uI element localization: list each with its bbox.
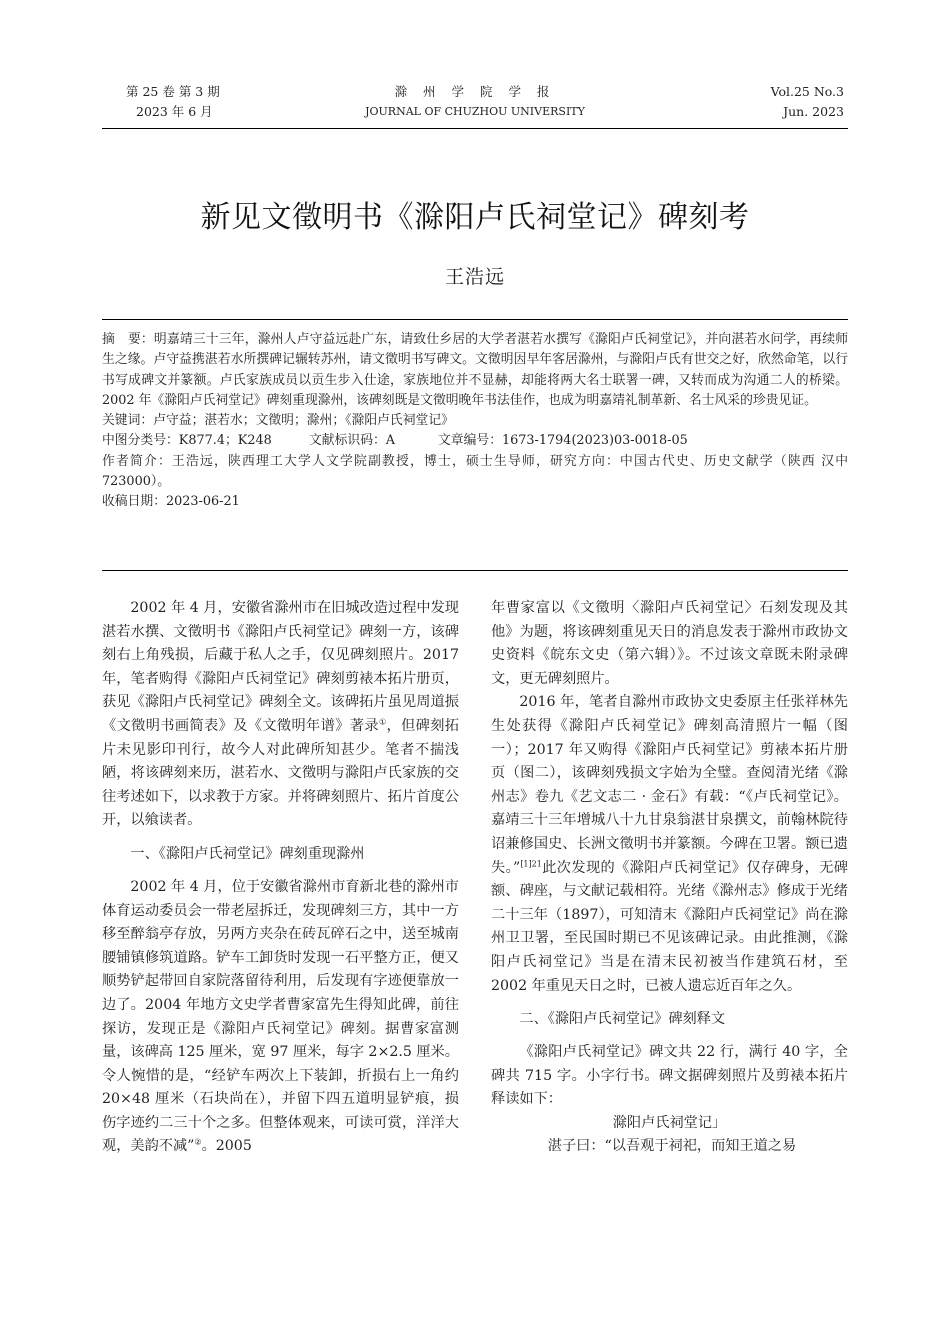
section-heading-1: 一、《滁阳卢氏祠堂记》碑刻重现滁州	[130, 845, 365, 862]
section-heading-2: 二、《滁阳卢氏祠堂记》碑刻释文	[519, 1011, 726, 1028]
front-matter-top-rule	[102, 319, 848, 320]
body-paragraph: 《滁阳卢氏祠堂记》碑文共 22 行，满行 40 字，全碑共 715 字。小字行书。碑文据碑刻照片及剪裱本拓片释读如下：	[491, 1044, 848, 1108]
volume-issue: 第 25 卷 第 3 期	[126, 84, 220, 99]
inscription-title: 滁阳卢氏祠堂记」	[612, 1114, 727, 1131]
body-paragraph: 2016 年，笔者自滁州市政协文史委原主任张祥林先生处获得《滁阳卢氏祠堂记》碑刻高清照片一幅（图一）；2017 年又购得《滁阳卢氏祠堂记》剪裱本拓片册页（图二），该碑刻残损文字始为全璧。查阅清光绪《滁州志》卷九《艺文志二 · 金石》有载：“《卢氏祠堂记》。嘉靖三十三年增城八十九甘泉翁湛甘泉撰文，前翰林院待诏兼修国史、长洲文徵明书并篆额。今碑在卫署。额已遗失。”$^{[1]21}$此次发现的《滁阳卢氏祠堂记》仅存碑身，无碑额、碑座，与文献记载相符。光绪《滁州志》修成于光绪二十三年（1897），可知清末《滁阳卢氏祠堂记》尚在滁州卫卫署，至民国时期已不见该碑记录。由此推测，《滁阳卢氏祠堂记》当是在清末民初被当作建筑石材，至 2002 年重见天日之时，已被人遗忘近百年之久。	[491, 694, 848, 994]
body-paragraph: 年曹家富以《文徵明〈滁阳卢氏祠堂记〉石刻发现及其他》为题，将该碑刻重见天日的消息发表于滁州市政协文史资料《皖东文史（第六辑）》。不过该文章既未附录碑文，更无碑刻照片。	[491, 600, 848, 687]
body-column-right	[491, 597, 848, 1159]
received-date: 收稿日期：2023-06-21	[102, 494, 240, 510]
footnote-marker: ①	[378, 717, 387, 727]
article-title: 新见文徵明书《滁阳卢氏祠堂记》碑刻考	[200, 200, 750, 235]
author-bio: 作者简介：王浩远，陕西理工大学人文学院副教授，博士，硕士生导师，研究方向：中国古代史、历史文献学（陕西 汉中 723000）。	[102, 453, 848, 490]
body-column-left	[102, 597, 459, 1159]
body-paragraph: 2002 年 4 月，位于安徽省滁州市育新北巷的滁州市体育运动委员会一带老屋拆迁，发现碑刻三方，其中一方移至醉翁亭存放，另两方夹杂在砖瓦碎石之中，送至城南腰铺镇修筑道路。铲车工卸货时发现一石平整方正，便又顺势铲起带回自家院落留待利用，后发现有字迹便靠放一边了。2004 年地方文史学者曹家富先生得知此碑，前往探访，发现正是《滁阳卢氏祠堂记》碑刻。据曹家富测量，该碑高 125 厘米，宽 97 厘米，每字 2×2.5 厘米。令人惋惜的是，“经铲车两次上下装卸，折损右上一角约 20×48 厘米（石块尚在），并留下四五道明显铲痕，损伤字迹约二三十个之多。但整体观来，可读可赏，洋洋大观，美韵不减”②。2005	[102, 878, 459, 1155]
footnote-marker: ②	[194, 1137, 202, 1147]
issue-date-en: Jun. 2023	[783, 104, 844, 119]
article-number: 文章编号：1673-1794(2023)03-0018-05	[438, 433, 688, 449]
abstract: 摘 要：明嘉靖三十三年，滁州人卢守益远赴广东，请致仕乡居的大学者湛若水撰写《滁阳卢氏祠堂记》，并向湛若水问学，再续师生之缘。卢守益携湛若水所撰碑记辗转苏州，请文徵明书写碑文。文徵明因早年客居滁州，与滁阳卢氏有世交之好，欣然命笔，以行书写成碑文并篆额。卢氏家族成员以贡生步入仕途，家族地位并不显赫，却能将两大名士联署一碑，又转而成为沟通二人的桥梁。2002 年《滁阳卢氏祠堂记》碑刻重现滁州，该碑刻既是文徵明晚年书法佳作，也成为明嘉靖礼制革新、名士风采的珍贵见证。	[102, 332, 848, 408]
volume-issue-en: Vol.25 No.3	[770, 84, 844, 99]
classification-row	[102, 431, 848, 451]
citation-marker: [1]21	[520, 858, 542, 868]
header-rule	[102, 128, 848, 129]
clc-number: 中图分类号：K877.4；K248	[102, 433, 272, 449]
inscription-text: 湛子曰：“以吾观于祠祀，而知王道之易	[547, 1138, 797, 1155]
body-paragraph: 2002 年 4 月，安徽省滁州市在旧城改造过程中发现湛若水撰、文徵明书《滁阳卢氏祠堂记》碑刻一方，该碑刻右上角残损，后藏于私人之手，仅见碑刻照片。2017 年，笔者购得《滁阳卢氏祠堂记》碑刻剪裱本拓片册页，获见《滁阳卢氏祠堂记》碑刻全文。该碑拓片虽见周道振《文徵明书画简表》及《文徵明年谱》著录①，但碑刻拓片未见影印刊行，故今人对此碑所知甚少。笔者不揣浅陋，将该碑刻来历，湛若水、文徵明与滁阳卢氏家族的交往考述如下，以求教于方家。并将碑刻照片、拓片首度公开，以飨读者。	[102, 600, 459, 829]
article-author: 王浩远	[444, 266, 505, 288]
running-header-right	[700, 82, 844, 122]
document-code: 文献标识码：A	[309, 433, 396, 449]
issue-date: 2023 年 6 月	[136, 104, 213, 119]
journal-name-cn: 滁 州 学 院 学 报	[394, 84, 556, 99]
front-matter	[102, 330, 848, 513]
journal-name-en: JOURNAL OF CHUZHOU UNIVERSITY	[365, 105, 585, 118]
keywords: 关键词：卢守益；湛若水；文徵明；滁州；《滁阳卢氏祠堂记》	[102, 413, 454, 429]
front-matter-bottom-rule	[102, 570, 848, 571]
